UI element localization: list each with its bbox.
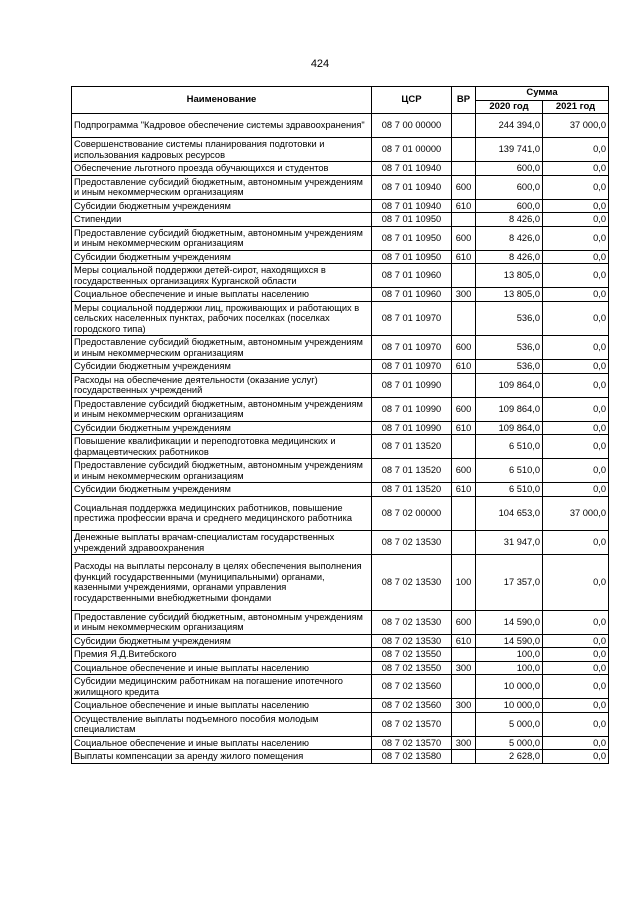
row-vr-cell xyxy=(452,114,476,138)
row-name-cell: Социальное обеспечение и иные выплаты населению xyxy=(72,699,372,713)
row-2020-cell: 5 000,0 xyxy=(476,712,543,736)
table-row xyxy=(72,661,609,675)
row-vr-cell: 300 xyxy=(452,661,476,675)
budget-table xyxy=(71,86,609,764)
row-2020-cell: 100,0 xyxy=(476,661,543,675)
row-2021-cell: 0,0 xyxy=(543,483,609,497)
row-2021-cell: 0,0 xyxy=(543,250,609,264)
row-name-cell: Выплаты компенсации за аренду жилого помещения xyxy=(72,750,372,764)
row-name-cell: Расходы на обеспечение деятельности (оказание услуг) государственных учреждений xyxy=(72,373,372,397)
row-csr-cell: 08 7 02 13550 xyxy=(372,648,452,662)
row-2020-cell: 244 394,0 xyxy=(476,114,543,138)
row-csr-cell: 08 7 01 10940 xyxy=(372,162,452,176)
row-csr-cell: 08 7 01 10990 xyxy=(372,421,452,435)
row-2020-cell: 8 426,0 xyxy=(476,250,543,264)
row-csr-cell: 08 7 01 10960 xyxy=(372,288,452,302)
row-name-cell: Субсидии бюджетным учреждениям xyxy=(72,483,372,497)
row-vr-cell: 600 xyxy=(452,226,476,250)
row-csr-cell: 08 7 01 10960 xyxy=(372,264,452,288)
table-row xyxy=(72,699,609,713)
row-name-cell: Подпрограмма "Кадровое обеспечение системы здравоохранения" xyxy=(72,114,372,138)
row-name-cell: Социальное обеспечение и иные выплаты населению xyxy=(72,661,372,675)
row-2021-cell: 0,0 xyxy=(543,360,609,374)
row-2020-cell: 600,0 xyxy=(476,162,543,176)
row-2021-cell: 0,0 xyxy=(543,712,609,736)
row-csr-cell: 08 7 02 13580 xyxy=(372,750,452,764)
header-year-2021: 2021 год xyxy=(543,101,609,114)
row-2020-cell: 8 426,0 xyxy=(476,226,543,250)
row-vr-cell xyxy=(452,712,476,736)
row-2020-cell: 14 590,0 xyxy=(476,634,543,648)
row-csr-cell: 08 7 01 13520 xyxy=(372,459,452,483)
row-2021-cell: 0,0 xyxy=(543,288,609,302)
row-name-cell: Субсидии бюджетным учреждениям xyxy=(72,360,372,374)
table-row xyxy=(72,250,609,264)
row-csr-cell: 08 7 01 10990 xyxy=(372,373,452,397)
row-name-cell: Предоставление субсидий бюджетным, автономным учреждениям и иным некоммерческим организациям xyxy=(72,459,372,483)
row-name-cell: Субсидии бюджетным учреждениям xyxy=(72,199,372,213)
row-2020-cell: 6 510,0 xyxy=(476,459,543,483)
row-name-cell: Повышение квалификации и переподготовка медицинских и фармацевтических работников xyxy=(72,435,372,459)
table-row xyxy=(72,397,609,421)
table-row xyxy=(72,360,609,374)
row-2020-cell: 8 426,0 xyxy=(476,213,543,227)
table-row xyxy=(72,459,609,483)
row-vr-cell xyxy=(452,648,476,662)
row-csr-cell: 08 7 02 13530 xyxy=(372,610,452,634)
row-2021-cell: 0,0 xyxy=(543,435,609,459)
row-name-cell: Меры социальной поддержки детей-сирот, находящихся в государственных организациях Курганской области xyxy=(72,264,372,288)
row-csr-cell: 08 7 01 10950 xyxy=(372,250,452,264)
row-2021-cell: 0,0 xyxy=(543,175,609,199)
row-vr-cell: 600 xyxy=(452,610,476,634)
header-name: Наименование xyxy=(72,87,372,114)
row-2020-cell: 31 947,0 xyxy=(476,531,543,555)
row-vr-cell: 600 xyxy=(452,175,476,199)
row-2020-cell: 13 805,0 xyxy=(476,264,543,288)
row-2021-cell: 0,0 xyxy=(543,421,609,435)
row-2020-cell: 536,0 xyxy=(476,336,543,360)
row-vr-cell xyxy=(452,531,476,555)
row-2021-cell: 0,0 xyxy=(543,226,609,250)
table-body xyxy=(72,114,609,764)
row-2021-cell: 0,0 xyxy=(543,661,609,675)
row-2021-cell: 37 000,0 xyxy=(543,114,609,138)
row-vr-cell: 610 xyxy=(452,199,476,213)
row-vr-cell: 610 xyxy=(452,250,476,264)
row-2020-cell: 10 000,0 xyxy=(476,675,543,699)
row-csr-cell: 08 7 01 10950 xyxy=(372,226,452,250)
row-vr-cell xyxy=(452,496,476,531)
header-vr: ВР xyxy=(452,87,476,114)
row-2021-cell: 0,0 xyxy=(543,138,609,162)
row-csr-cell: 08 7 01 00000 xyxy=(372,138,452,162)
table-row xyxy=(72,336,609,360)
row-csr-cell: 08 7 01 10990 xyxy=(372,397,452,421)
row-vr-cell: 610 xyxy=(452,421,476,435)
row-name-cell: Предоставление субсидий бюджетным, автономным учреждениям и иным некоммерческим организациям xyxy=(72,226,372,250)
row-csr-cell: 08 7 01 13520 xyxy=(372,483,452,497)
header-sum: Сумма xyxy=(476,87,609,101)
row-name-cell: Социальная поддержка медицинских работников, повышение престижа профессии врача и среднего медицинского работника xyxy=(72,496,372,531)
row-csr-cell: 08 7 02 13560 xyxy=(372,675,452,699)
row-2021-cell: 0,0 xyxy=(543,634,609,648)
row-name-cell: Осуществление выплаты подъемного пособия молодым специалистам xyxy=(72,712,372,736)
row-name-cell: Социальное обеспечение и иные выплаты населению xyxy=(72,288,372,302)
row-name-cell: Предоставление субсидий бюджетным, автономным учреждениям и иным некоммерческим организациям xyxy=(72,336,372,360)
row-2021-cell: 0,0 xyxy=(543,459,609,483)
row-name-cell: Социальное обеспечение и иные выплаты населению xyxy=(72,736,372,750)
row-name-cell: Субсидии бюджетным учреждениям xyxy=(72,634,372,648)
row-vr-cell xyxy=(452,675,476,699)
table-row xyxy=(72,175,609,199)
page-number: 424 xyxy=(310,58,330,70)
row-2020-cell: 109 864,0 xyxy=(476,373,543,397)
table-row xyxy=(72,264,609,288)
row-2021-cell: 0,0 xyxy=(543,199,609,213)
row-name-cell: Субсидии медицинским работникам на погашение ипотечного жилищного кредита xyxy=(72,675,372,699)
row-vr-cell: 600 xyxy=(452,459,476,483)
table-row xyxy=(72,421,609,435)
row-vr-cell xyxy=(452,435,476,459)
row-2021-cell: 0,0 xyxy=(543,675,609,699)
table-row xyxy=(72,199,609,213)
row-vr-cell xyxy=(452,373,476,397)
row-csr-cell: 08 7 02 00000 xyxy=(372,496,452,531)
row-csr-cell: 08 7 02 13570 xyxy=(372,712,452,736)
table-row xyxy=(72,301,609,336)
row-2021-cell: 0,0 xyxy=(543,162,609,176)
row-vr-cell: 300 xyxy=(452,699,476,713)
table-row xyxy=(72,531,609,555)
row-vr-cell xyxy=(452,264,476,288)
row-2021-cell: 0,0 xyxy=(543,648,609,662)
row-2020-cell: 17 357,0 xyxy=(476,555,543,611)
row-vr-cell: 610 xyxy=(452,483,476,497)
row-2021-cell: 0,0 xyxy=(543,699,609,713)
row-csr-cell: 08 7 02 13560 xyxy=(372,699,452,713)
row-vr-cell xyxy=(452,138,476,162)
row-csr-cell: 08 7 01 10970 xyxy=(372,360,452,374)
row-2020-cell: 536,0 xyxy=(476,301,543,336)
row-2020-cell: 100,0 xyxy=(476,648,543,662)
row-csr-cell: 08 7 02 13570 xyxy=(372,736,452,750)
row-vr-cell: 610 xyxy=(452,360,476,374)
row-2020-cell: 10 000,0 xyxy=(476,699,543,713)
row-csr-cell: 08 7 02 13530 xyxy=(372,555,452,611)
table-row xyxy=(72,555,609,611)
row-2021-cell: 0,0 xyxy=(543,610,609,634)
table-row xyxy=(72,750,609,764)
table-row xyxy=(72,226,609,250)
table-row xyxy=(72,373,609,397)
row-csr-cell: 08 7 02 13550 xyxy=(372,661,452,675)
row-name-cell: Обеспечение льготного проезда обучающихся и студентов xyxy=(72,162,372,176)
row-csr-cell: 08 7 01 10950 xyxy=(372,213,452,227)
row-2020-cell: 14 590,0 xyxy=(476,610,543,634)
header-year-2020: 2020 год xyxy=(476,101,543,114)
row-vr-cell: 600 xyxy=(452,336,476,360)
table-row xyxy=(72,435,609,459)
row-2020-cell: 109 864,0 xyxy=(476,421,543,435)
row-2021-cell: 0,0 xyxy=(543,736,609,750)
row-name-cell: Стипендии xyxy=(72,213,372,227)
table-row xyxy=(72,675,609,699)
row-2020-cell: 139 741,0 xyxy=(476,138,543,162)
row-2021-cell: 0,0 xyxy=(543,301,609,336)
row-name-cell: Расходы на выплаты персоналу в целях обеспечения выполнения функций государственными (муниципальными) органами, казенными учреждениями, органами управления государственными внебюджетными фондами xyxy=(72,555,372,611)
row-name-cell: Премия Я.Д.Витебского xyxy=(72,648,372,662)
table-row xyxy=(72,496,609,531)
row-2021-cell: 0,0 xyxy=(543,264,609,288)
row-2021-cell: 0,0 xyxy=(543,750,609,764)
row-2020-cell: 104 653,0 xyxy=(476,496,543,531)
row-vr-cell xyxy=(452,162,476,176)
row-2020-cell: 2 628,0 xyxy=(476,750,543,764)
row-2021-cell: 0,0 xyxy=(543,555,609,611)
row-vr-cell: 610 xyxy=(452,634,476,648)
table-row xyxy=(72,138,609,162)
row-name-cell: Денежные выплаты врачам-специалистам государственных учреждений здравоохранения xyxy=(72,531,372,555)
row-name-cell: Предоставление субсидий бюджетным, автономным учреждениям и иным некоммерческим организациям xyxy=(72,175,372,199)
row-vr-cell: 100 xyxy=(452,555,476,611)
row-name-cell: Предоставление субсидий бюджетным, автономным учреждениям и иным некоммерческим организациям xyxy=(72,397,372,421)
row-csr-cell: 08 7 02 13530 xyxy=(372,531,452,555)
table-row xyxy=(72,610,609,634)
row-2020-cell: 536,0 xyxy=(476,360,543,374)
row-csr-cell: 08 7 02 13530 xyxy=(372,634,452,648)
table-row xyxy=(72,483,609,497)
row-2021-cell: 0,0 xyxy=(543,397,609,421)
table-row xyxy=(72,648,609,662)
row-name-cell: Предоставление субсидий бюджетным, автономным учреждениям и иным некоммерческим организациям xyxy=(72,610,372,634)
row-csr-cell: 08 7 00 00000 xyxy=(372,114,452,138)
row-2020-cell: 5 000,0 xyxy=(476,736,543,750)
row-csr-cell: 08 7 01 10970 xyxy=(372,336,452,360)
header-csr: ЦСР xyxy=(372,87,452,114)
row-2021-cell: 0,0 xyxy=(543,213,609,227)
row-2020-cell: 600,0 xyxy=(476,175,543,199)
row-csr-cell: 08 7 01 10940 xyxy=(372,175,452,199)
row-2021-cell: 0,0 xyxy=(543,373,609,397)
row-name-cell: Меры социальной поддержки лиц, проживающих и работающих в сельских населенных пунктах, рабочих поселках (поселках городского типа) xyxy=(72,301,372,336)
row-2020-cell: 13 805,0 xyxy=(476,288,543,302)
row-vr-cell: 600 xyxy=(452,397,476,421)
row-name-cell: Субсидии бюджетным учреждениям xyxy=(72,421,372,435)
table-row xyxy=(72,736,609,750)
row-vr-cell xyxy=(452,750,476,764)
row-2020-cell: 6 510,0 xyxy=(476,483,543,497)
row-vr-cell xyxy=(452,213,476,227)
row-csr-cell: 08 7 01 10970 xyxy=(372,301,452,336)
table-row xyxy=(72,634,609,648)
row-2020-cell: 109 864,0 xyxy=(476,397,543,421)
table-row xyxy=(72,114,609,138)
row-2021-cell: 0,0 xyxy=(543,336,609,360)
row-vr-cell xyxy=(452,301,476,336)
row-csr-cell: 08 7 01 10940 xyxy=(372,199,452,213)
row-2021-cell: 0,0 xyxy=(543,531,609,555)
table-row xyxy=(72,162,609,176)
table-row xyxy=(72,288,609,302)
row-2021-cell: 37 000,0 xyxy=(543,496,609,531)
row-2020-cell: 6 510,0 xyxy=(476,435,543,459)
table-row xyxy=(72,712,609,736)
row-vr-cell: 300 xyxy=(452,288,476,302)
row-name-cell: Совершенствование системы планирования подготовки и использования кадровых ресурсов xyxy=(72,138,372,162)
table-row xyxy=(72,213,609,227)
row-2020-cell: 600,0 xyxy=(476,199,543,213)
row-vr-cell: 300 xyxy=(452,736,476,750)
row-name-cell: Субсидии бюджетным учреждениям xyxy=(72,250,372,264)
row-csr-cell: 08 7 01 13520 xyxy=(372,435,452,459)
